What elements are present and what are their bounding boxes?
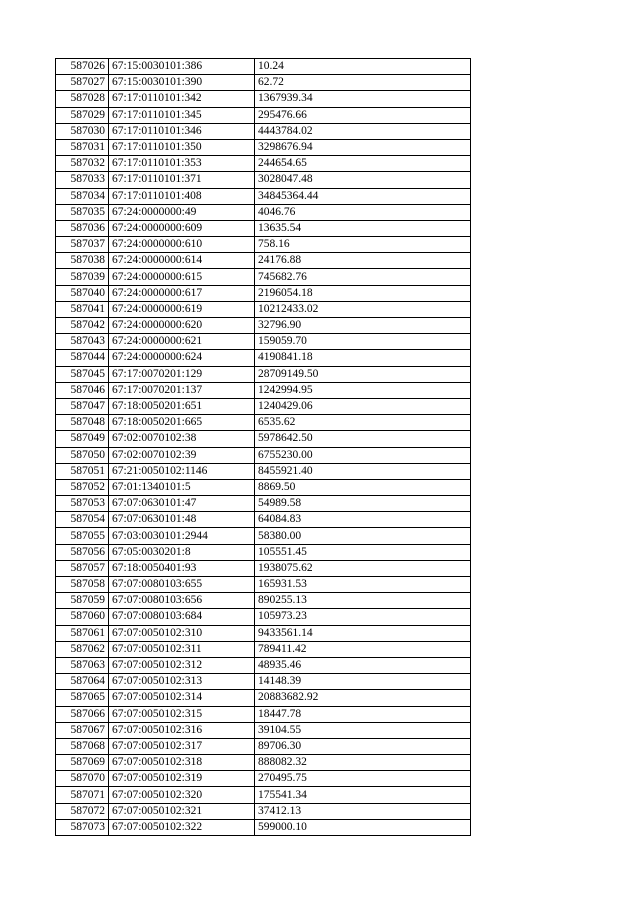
cadastral-number-cell: 67:07:0080103:684 <box>109 609 255 625</box>
value-cell: 1242994.95 <box>255 382 471 398</box>
table-row <box>56 609 471 625</box>
value-cell: 14148.39 <box>255 674 471 690</box>
table-row <box>56 496 471 512</box>
table-row <box>56 398 471 414</box>
cadastral-number-cell: 67:07:0630101:48 <box>109 512 255 528</box>
table-row <box>56 220 471 236</box>
cadastral-number-cell: 67:17:0110101:353 <box>109 156 255 172</box>
value-cell: 32796.90 <box>255 318 471 334</box>
table-row <box>56 75 471 91</box>
table-row <box>56 641 471 657</box>
table-row <box>56 237 471 253</box>
cadastral-number-cell: 67:24:0000000:614 <box>109 253 255 269</box>
cadastral-number-cell: 67:07:0050102:312 <box>109 657 255 673</box>
value-cell: 165931.53 <box>255 577 471 593</box>
cadastral-number-cell: 67:17:0110101:346 <box>109 123 255 139</box>
table-row <box>56 625 471 641</box>
table-body <box>56 59 471 836</box>
cadastral-number-cell: 67:24:0000000:49 <box>109 204 255 220</box>
table-row <box>56 188 471 204</box>
row-number-cell: 587065 <box>56 690 109 706</box>
value-cell: 758.16 <box>255 237 471 253</box>
row-number-cell: 587060 <box>56 609 109 625</box>
value-cell: 3028047.48 <box>255 172 471 188</box>
value-cell: 270495.75 <box>255 771 471 787</box>
table-row <box>56 415 471 431</box>
table-row <box>56 59 471 75</box>
table-row <box>56 204 471 220</box>
row-number-cell: 587027 <box>56 75 109 91</box>
cadastral-number-cell: 67:24:0000000:624 <box>109 350 255 366</box>
cadastral-number-cell: 67:17:0110101:350 <box>109 139 255 155</box>
row-number-cell: 587037 <box>56 237 109 253</box>
table-row <box>56 819 471 835</box>
value-cell: 1367939.34 <box>255 91 471 107</box>
cadastral-number-cell: 67:07:0080103:656 <box>109 593 255 609</box>
value-cell: 244654.65 <box>255 156 471 172</box>
row-number-cell: 587032 <box>56 156 109 172</box>
value-cell: 10.24 <box>255 59 471 75</box>
row-number-cell: 587054 <box>56 512 109 528</box>
cadastral-number-cell: 67:17:0110101:371 <box>109 172 255 188</box>
cadastral-number-cell: 67:07:0050102:318 <box>109 755 255 771</box>
table-row <box>56 512 471 528</box>
cadastral-number-cell: 67:17:0070201:129 <box>109 366 255 382</box>
table-row <box>56 301 471 317</box>
row-number-cell: 587070 <box>56 771 109 787</box>
cadastral-number-cell: 67:07:0050102:314 <box>109 690 255 706</box>
value-cell: 28709149.50 <box>255 366 471 382</box>
table-row <box>56 447 471 463</box>
table-row <box>56 318 471 334</box>
value-cell: 13635.54 <box>255 220 471 236</box>
row-number-cell: 587033 <box>56 172 109 188</box>
row-number-cell: 587059 <box>56 593 109 609</box>
cadastral-number-cell: 67:07:0050102:310 <box>109 625 255 641</box>
cadastral-number-cell: 67:18:0050201:665 <box>109 415 255 431</box>
value-cell: 5978642.50 <box>255 431 471 447</box>
table-row <box>56 706 471 722</box>
cadastral-number-cell: 67:07:0050102:320 <box>109 787 255 803</box>
value-cell: 34845364.44 <box>255 188 471 204</box>
value-cell: 48935.46 <box>255 657 471 673</box>
value-cell: 64084.83 <box>255 512 471 528</box>
cadastral-number-cell: 67:17:0110101:345 <box>109 107 255 123</box>
row-number-cell: 587040 <box>56 285 109 301</box>
value-cell: 18447.78 <box>255 706 471 722</box>
cadastral-number-cell: 67:24:0000000:617 <box>109 285 255 301</box>
table-row <box>56 350 471 366</box>
cadastral-number-cell: 67:07:0050102:319 <box>109 771 255 787</box>
value-cell: 890255.13 <box>255 593 471 609</box>
row-number-cell: 587058 <box>56 577 109 593</box>
value-cell: 6755230.00 <box>255 447 471 463</box>
value-cell: 62.72 <box>255 75 471 91</box>
cadastral-number-cell: 67:17:0110101:408 <box>109 188 255 204</box>
row-number-cell: 587044 <box>56 350 109 366</box>
row-number-cell: 587041 <box>56 301 109 317</box>
value-cell: 8869.50 <box>255 479 471 495</box>
value-cell: 6535.62 <box>255 415 471 431</box>
row-number-cell: 587026 <box>56 59 109 75</box>
row-number-cell: 587036 <box>56 220 109 236</box>
row-number-cell: 587039 <box>56 269 109 285</box>
row-number-cell: 587057 <box>56 560 109 576</box>
cadastral-number-cell: 67:24:0000000:615 <box>109 269 255 285</box>
row-number-cell: 587049 <box>56 431 109 447</box>
table-row <box>56 107 471 123</box>
row-number-cell: 587051 <box>56 463 109 479</box>
cadastral-number-cell: 67:05:0030201:8 <box>109 544 255 560</box>
cadastral-number-cell: 67:07:0080103:655 <box>109 577 255 593</box>
cadastral-value-table <box>55 58 471 836</box>
table-row <box>56 544 471 560</box>
row-number-cell: 587055 <box>56 528 109 544</box>
cadastral-number-cell: 67:24:0000000:609 <box>109 220 255 236</box>
row-number-cell: 587066 <box>56 706 109 722</box>
cadastral-number-cell: 67:15:0030101:386 <box>109 59 255 75</box>
table-row <box>56 382 471 398</box>
cadastral-number-cell: 67:01:1340101:5 <box>109 479 255 495</box>
value-cell: 54989.58 <box>255 496 471 512</box>
row-number-cell: 587042 <box>56 318 109 334</box>
cadastral-number-cell: 67:02:0070102:39 <box>109 447 255 463</box>
row-number-cell: 587047 <box>56 398 109 414</box>
value-cell: 3298676.94 <box>255 139 471 155</box>
value-cell: 10212433.02 <box>255 301 471 317</box>
value-cell: 37412.13 <box>255 803 471 819</box>
value-cell: 89706.30 <box>255 738 471 754</box>
value-cell: 4443784.02 <box>255 123 471 139</box>
value-cell: 105551.45 <box>255 544 471 560</box>
cadastral-number-cell: 67:07:0050102:315 <box>109 706 255 722</box>
value-cell: 159059.70 <box>255 334 471 350</box>
cadastral-number-cell: 67:24:0000000:619 <box>109 301 255 317</box>
table-row <box>56 156 471 172</box>
table-row <box>56 528 471 544</box>
row-number-cell: 587067 <box>56 722 109 738</box>
cadastral-number-cell: 67:07:0050102:322 <box>109 819 255 835</box>
value-cell: 175541.34 <box>255 787 471 803</box>
cadastral-number-cell: 67:21:0050102:1146 <box>109 463 255 479</box>
table-row <box>56 463 471 479</box>
row-number-cell: 587072 <box>56 803 109 819</box>
table-row <box>56 253 471 269</box>
row-number-cell: 587030 <box>56 123 109 139</box>
row-number-cell: 587048 <box>56 415 109 431</box>
table-row <box>56 722 471 738</box>
row-number-cell: 587043 <box>56 334 109 350</box>
value-cell: 295476.66 <box>255 107 471 123</box>
row-number-cell: 587061 <box>56 625 109 641</box>
table-row <box>56 593 471 609</box>
cadastral-number-cell: 67:24:0000000:621 <box>109 334 255 350</box>
table-row <box>56 91 471 107</box>
row-number-cell: 587045 <box>56 366 109 382</box>
table-row <box>56 674 471 690</box>
value-cell: 24176.88 <box>255 253 471 269</box>
row-number-cell: 587062 <box>56 641 109 657</box>
row-number-cell: 587038 <box>56 253 109 269</box>
value-cell: 2196054.18 <box>255 285 471 301</box>
value-cell: 9433561.14 <box>255 625 471 641</box>
row-number-cell: 587034 <box>56 188 109 204</box>
table-row <box>56 366 471 382</box>
table-row <box>56 269 471 285</box>
value-cell: 58380.00 <box>255 528 471 544</box>
table-row <box>56 479 471 495</box>
cadastral-number-cell: 67:07:0050102:311 <box>109 641 255 657</box>
cadastral-number-cell: 67:02:0070102:38 <box>109 431 255 447</box>
row-number-cell: 587068 <box>56 738 109 754</box>
table-row <box>56 560 471 576</box>
cadastral-number-cell: 67:07:0050102:321 <box>109 803 255 819</box>
table-row <box>56 771 471 787</box>
row-number-cell: 587029 <box>56 107 109 123</box>
table-row <box>56 431 471 447</box>
table-row <box>56 577 471 593</box>
table-row <box>56 657 471 673</box>
cadastral-number-cell: 67:24:0000000:620 <box>109 318 255 334</box>
row-number-cell: 587052 <box>56 479 109 495</box>
value-cell: 1240429.06 <box>255 398 471 414</box>
row-number-cell: 587064 <box>56 674 109 690</box>
table-row <box>56 334 471 350</box>
cadastral-number-cell: 67:17:0070201:137 <box>109 382 255 398</box>
cadastral-number-cell: 67:07:0050102:313 <box>109 674 255 690</box>
row-number-cell: 587028 <box>56 91 109 107</box>
value-cell: 888082.32 <box>255 755 471 771</box>
value-cell: 599000.10 <box>255 819 471 835</box>
value-cell: 4046.76 <box>255 204 471 220</box>
row-number-cell: 587069 <box>56 755 109 771</box>
table-row <box>56 285 471 301</box>
value-cell: 20883682.92 <box>255 690 471 706</box>
cadastral-number-cell: 67:24:0000000:610 <box>109 237 255 253</box>
cadastral-number-cell: 67:17:0110101:342 <box>109 91 255 107</box>
row-number-cell: 587050 <box>56 447 109 463</box>
row-number-cell: 587031 <box>56 139 109 155</box>
cadastral-number-cell: 67:07:0050102:317 <box>109 738 255 754</box>
table-row <box>56 803 471 819</box>
row-number-cell: 587046 <box>56 382 109 398</box>
value-cell: 789411.42 <box>255 641 471 657</box>
value-cell: 105973.23 <box>255 609 471 625</box>
cadastral-number-cell: 67:18:0050401:93 <box>109 560 255 576</box>
value-cell: 39104.55 <box>255 722 471 738</box>
value-cell: 8455921.40 <box>255 463 471 479</box>
cadastral-number-cell: 67:15:0030101:390 <box>109 75 255 91</box>
cadastral-number-cell: 67:07:0050102:316 <box>109 722 255 738</box>
cadastral-number-cell: 67:03:0030101:2944 <box>109 528 255 544</box>
table-row <box>56 139 471 155</box>
cadastral-number-cell: 67:18:0050201:651 <box>109 398 255 414</box>
row-number-cell: 587063 <box>56 657 109 673</box>
table-row <box>56 690 471 706</box>
row-number-cell: 587073 <box>56 819 109 835</box>
table-row <box>56 755 471 771</box>
table-row <box>56 172 471 188</box>
value-cell: 745682.76 <box>255 269 471 285</box>
value-cell: 4190841.18 <box>255 350 471 366</box>
value-cell: 1938075.62 <box>255 560 471 576</box>
table-row <box>56 787 471 803</box>
table-row <box>56 123 471 139</box>
row-number-cell: 587071 <box>56 787 109 803</box>
row-number-cell: 587053 <box>56 496 109 512</box>
row-number-cell: 587056 <box>56 544 109 560</box>
cadastral-number-cell: 67:07:0630101:47 <box>109 496 255 512</box>
table-row <box>56 738 471 754</box>
row-number-cell: 587035 <box>56 204 109 220</box>
